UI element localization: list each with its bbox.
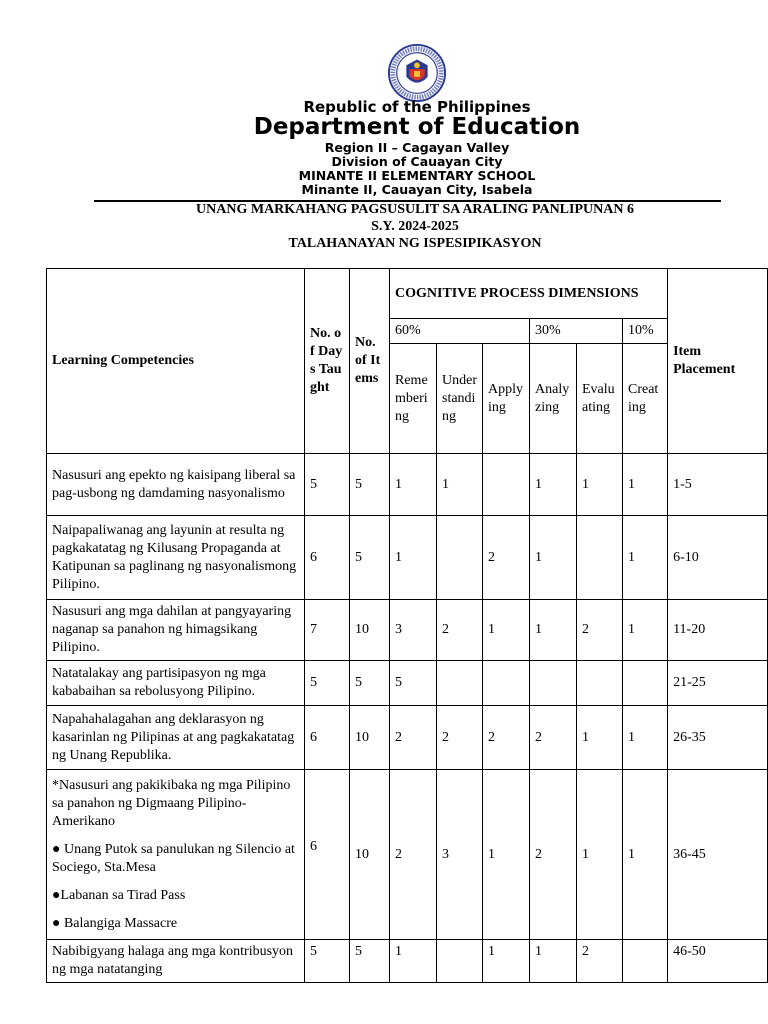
remembering-cell: 3: [390, 600, 437, 661]
analyzing-cell: 2: [530, 706, 577, 770]
evaluating-cell: 1: [577, 454, 623, 516]
creating-cell: [623, 940, 668, 983]
header-evaluating: Evaluating: [577, 344, 623, 454]
remembering-cell: 5: [390, 661, 437, 706]
understanding-cell: 2: [437, 706, 483, 770]
creating-cell: 1: [623, 706, 668, 770]
evaluating-cell: 1: [577, 706, 623, 770]
understanding-cell: [437, 516, 483, 600]
header-pct-60: 60%: [390, 319, 530, 344]
placement-cell: 26-35: [668, 706, 768, 770]
competency-cell: Nasusuri ang epekto ng kaisipang liberal sa pag-usbong ng damdaming nasyonalismo: [47, 454, 305, 516]
header-learning-competencies: Learning Competencies: [47, 269, 305, 454]
remembering-cell: 1: [390, 940, 437, 983]
evaluating-cell: 1: [577, 770, 623, 940]
competency-text: *Nasusuri ang pakikibaka ng mga Pilipino sa panahon ng Digmaang Pilipino-Amerikano: [52, 777, 291, 829]
school-year: S.Y. 2024-2025: [371, 219, 459, 234]
table-row: [47, 661, 768, 706]
competency-cell: Nabibigyang halaga ang mga kontribusyon ng mga natatanging: [47, 940, 305, 983]
understanding-cell: 3: [437, 770, 483, 940]
items-cell: 5: [350, 454, 390, 516]
school-address: Minante II, Cauayan City, Isabela: [301, 182, 533, 197]
items-cell: 5: [350, 516, 390, 600]
remembering-cell: 1: [390, 516, 437, 600]
table-row: [47, 454, 768, 516]
header-creating: Creating: [623, 344, 668, 454]
understanding-cell: 1: [437, 454, 483, 516]
days-cell: 5: [305, 454, 350, 516]
header-pct-10: 10%: [623, 319, 668, 344]
understanding-cell: 2: [437, 600, 483, 661]
header-remembering: Remembering: [390, 344, 437, 454]
evaluating-cell: [577, 661, 623, 706]
applying-cell: [483, 454, 530, 516]
evaluating-cell: [577, 516, 623, 600]
creating-cell: 1: [623, 770, 668, 940]
header-cognitive-dimensions: COGNITIVE PROCESS DIMENSIONS: [390, 269, 668, 319]
placement-cell: 21-25: [668, 661, 768, 706]
header-no-of-items: No. of Items: [350, 269, 390, 454]
analyzing-cell: 1: [530, 454, 577, 516]
header-pct-30: 30%: [530, 319, 623, 344]
school-name: MINANTE II ELEMENTARY SCHOOL: [298, 168, 536, 183]
competency-cell: Naipapaliwanag ang layunin at resulta ng pagkakatatag ng Kilusang Propaganda at Katipunan sa paglinang ng nasyonalismong Pilipino.: [47, 516, 305, 600]
days-cell: 6: [305, 706, 350, 770]
table-row: [47, 516, 768, 600]
exam-title: UNANG MARKAHANG PAGSUSULIT SA ARALING PANLIPUNAN 6: [196, 202, 634, 217]
bullet-item: ● Unang Putok sa panulukan ng Silencio at Sociego, Sta.Mesa: [52, 841, 295, 875]
applying-cell: 1: [483, 770, 530, 940]
table-row: [47, 940, 768, 983]
creating-cell: [623, 661, 668, 706]
applying-cell: 2: [483, 706, 530, 770]
header-applying: Applying: [483, 344, 530, 454]
items-cell: 10: [350, 770, 390, 940]
applying-cell: 1: [483, 600, 530, 661]
creating-cell: 1: [623, 516, 668, 600]
specification-table: [46, 268, 768, 983]
header-analyzing: Analyzing: [530, 344, 577, 454]
header-understanding: Understanding: [437, 344, 483, 454]
republic-line: Republic of the Philippines: [303, 98, 531, 116]
remembering-cell: 2: [390, 770, 437, 940]
table-row: [47, 770, 768, 940]
analyzing-cell: 1: [530, 516, 577, 600]
header-days-taught: No. of Days Taught: [305, 269, 350, 454]
days-cell: 5: [305, 661, 350, 706]
deped-seal-icon: [388, 44, 446, 102]
applying-cell: 1: [483, 940, 530, 983]
placement-cell: 1-5: [668, 454, 768, 516]
placement-cell: 11-20: [668, 600, 768, 661]
bullet-item: ●Labanan sa Tirad Pass: [52, 887, 186, 903]
table-row: [47, 706, 768, 770]
region-line: Region II – Cagayan Valley: [324, 140, 510, 155]
creating-cell: 1: [623, 454, 668, 516]
placement-cell: 46-50: [668, 940, 768, 983]
remembering-cell: 1: [390, 454, 437, 516]
competency-cell: Napahahalagahan ang deklarasyon ng kasarinlan ng Pilipinas at ang pagkakatatag ng Unang Republika.: [47, 706, 305, 770]
evaluating-cell: 2: [577, 940, 623, 983]
analyzing-cell: [530, 661, 577, 706]
days-cell: 7: [305, 600, 350, 661]
table-title: TALAHANAYAN NG ISPESIPIKASYON: [288, 236, 542, 251]
analyzing-cell: 1: [530, 600, 577, 661]
competency-cell: [47, 770, 305, 940]
days-cell: 6: [305, 516, 350, 600]
days-cell: 5: [305, 940, 350, 983]
items-cell: 5: [350, 661, 390, 706]
header-item-placement: Item Placement: [668, 269, 768, 454]
understanding-cell: [437, 940, 483, 983]
department-name: Department of Education: [253, 114, 581, 140]
table-row: [47, 600, 768, 661]
analyzing-cell: 1: [530, 940, 577, 983]
competency-cell: Natatalakay ang partisipasyon ng mga kababaihan sa rebolusyong Pilipino.: [47, 661, 305, 706]
bullet-item: ● Balangiga Massacre: [52, 915, 178, 931]
days-cell: 6: [305, 770, 350, 940]
evaluating-cell: 2: [577, 600, 623, 661]
items-cell: 5: [350, 940, 390, 983]
analyzing-cell: 2: [530, 770, 577, 940]
items-cell: 10: [350, 600, 390, 661]
remembering-cell: 2: [390, 706, 437, 770]
applying-cell: 2: [483, 516, 530, 600]
creating-cell: 1: [623, 600, 668, 661]
placement-cell: 6-10: [668, 516, 768, 600]
applying-cell: [483, 661, 530, 706]
competency-cell: Nasusuri ang mga dahilan at pangyayaring naganap sa panahon ng himagsikang Pilipino.: [47, 600, 305, 661]
items-cell: 10: [350, 706, 390, 770]
placement-cell: 36-45: [668, 770, 768, 940]
division-line: Division of Cauayan City: [331, 154, 503, 169]
understanding-cell: [437, 661, 483, 706]
